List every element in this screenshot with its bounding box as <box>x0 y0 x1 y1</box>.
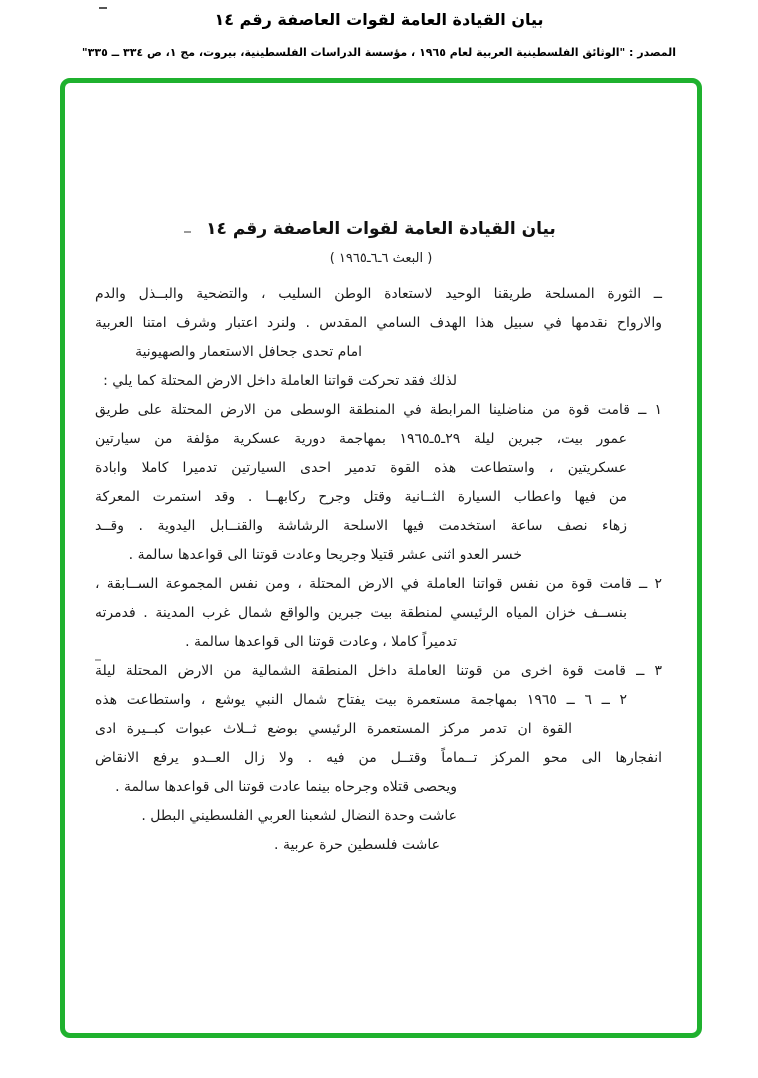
scan-artifact-mark <box>184 231 191 233</box>
document-body <box>95 280 662 860</box>
body-line: زهاء نصف ساعة استخدمت فيها الاسلحة الرشاشة والقنــابل اليدوية . وقــد <box>95 518 627 534</box>
body-line: انفجارها الى محو المركز تــماماً وقتــل من فيه . ولا زال العــدو يرفع الانقاض <box>95 750 662 766</box>
body-line: بنســف خزان المياه الرئيسي لمنطقة بيت جبرين والواقع شمال غرب المدينة . فدمرته <box>95 605 627 621</box>
body-line: ١ ــ قامت قوة من مناضلينا المرابطة في المنطقة الوسطى من الارض المحتلة على طريق <box>95 402 662 418</box>
body-line: والارواح نقدمها في سبيل هذا الهدف السامي المقدس . ولنرد اعتبار وشرف امتنا العربية <box>95 315 662 331</box>
body-line: القوة ان تدمر مركز المستعمرة الرئيسي بوضع ثــلاث عبوات كبــيرة ادى <box>95 721 572 737</box>
document-frame <box>60 78 702 1038</box>
page-header-source: المصدر : "الوثائق الفلسطينية العربية لعام ١٩٦٥ ، مؤسسة الدراسات الفلسطينية، بيروت، مج ١، ص ٣٣٤ ــ ٣٣٥" <box>81 46 677 59</box>
body-line: امام تحدى جحافل الاستعمار والصهيونية <box>135 344 362 360</box>
body-line: عاشت وحدة النضال لشعبنا العربي الفلسطيني البطل . <box>141 808 457 824</box>
body-line: ٣ ــ قامت قوة اخرى من قوتنا العاملة داخل المنطقة الشمالية من الارض المحتلة ليلة <box>95 663 662 679</box>
body-line: تدميراً كاملا ، وعادت قوتنا الى قواعدها سالمة . <box>185 634 457 650</box>
body-line: من فيها واعطاب السيارة الثــانية وقتل وجرح ركابهــا . وقد استمرت المعركة <box>95 489 627 505</box>
body-line: ٢ ــ ٦ ــ ١٩٦٥ بمهاجمة مستعمرة بيت يفتاح شمال النبي يوشع ، واستطاعت هذه <box>95 692 628 708</box>
body-line: خسر العدو اثنى عشر قتيلا وجريحا وعادت قوتنا الى قواعدها سالمة . <box>128 547 522 563</box>
body-line: ويحصى قتلاه وجرحاه بينما عادت قوتنا الى قواعدها سالمة . <box>115 779 457 795</box>
scan-artifact-mark <box>99 7 107 9</box>
body-line: ــ الثورة المسلحة طريقنا الوحيد لاستعادة الوطن السليب ، والتضحية والبــذل والدم <box>95 286 662 302</box>
body-line: ٢ ــ قامت قوة من نفس قواتنا العاملة في الارض المحتلة ، ومن نفس المجموعة الســابقة ، <box>95 576 662 592</box>
page-header-title: بيان القيادة العامة لقوات العاصفة رقم ١٤ <box>214 10 544 29</box>
document-title: بيان القيادة العامة لقوات العاصفة رقم ١٤ <box>206 219 556 239</box>
body-line: عمور بيت، جبرين ليلة ٢٩ـ٥ـ١٩٦٥ بمهاجمة دورية عسكرية مؤلفة من سيارتين <box>95 431 627 447</box>
body-line: لذلك فقد تحركت قواتنا العاملة داخل الارض المحتلة كما يلي : <box>103 373 457 389</box>
document-subtitle: ( البعث ٦ـ٦ـ١٩٦٥ ) <box>329 251 433 266</box>
body-line: عاشت فلسطين حرة عربية . <box>274 837 440 853</box>
body-line: عسكريتين ، واستطاعت هذه القوة تدمير احدى السيارتين تدميرا كاملا وابادة <box>95 460 627 476</box>
scan-artifact-mark <box>95 659 101 661</box>
